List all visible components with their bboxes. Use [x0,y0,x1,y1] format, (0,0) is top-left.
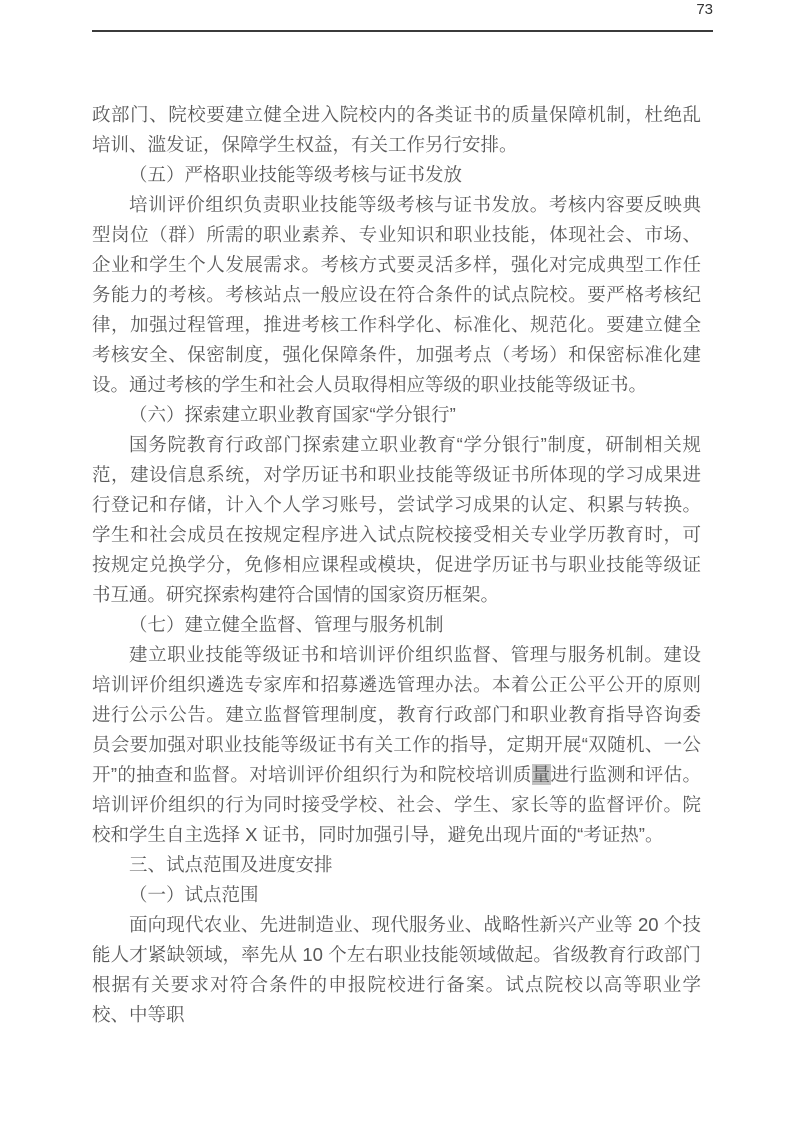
paragraph-certificate-quality: 政部门、院校要建立健全进入院校内的各类证书的质量保障机制，杜绝乱培训、滥发证，保障学生权益，有关工作另行安排。 [92,104,701,155]
paragraph-assessment-issuance: 培训评价组织负责职业技能等级考核与证书发放。考核内容要反映典型岗位（群）所需的职业素养、专业知识和职业技能，体现社会、市场、企业和学生个人发展需求。考核方式要灵活多样，强化对完成典型工作任务能力的考核。考核站点一般应设在符合条件的试点院校。要严格考核纪律，加强过程管理，推进考核工作科学化、标准化、规范化。要建立健全考核安全、保密制度，强化保障条件，加强考点（考场）和保密标准化建设。通过考核的学生和社会人员取得相应等级的职业技能等级证书。 [92,194,701,395]
heading-pilot-scope: （一）试点范围 [129,884,259,905]
heading-chapter-3: 三、试点范围及进度安排 [129,854,333,875]
paragraph-supervision-text-before: 建立职业技能等级证书和培训评价组织监督、管理与服务机制。建设培训评价组织遴选专家库和招募遴选管理办法。本着公正公平公开的原则进行公示公告。建立监督管理制度，教育行政部门和职业教育指导咨询委员会要加强对职业技能等级证书有关工作的指导，定期开展“双随机、一公开”的抽查和监督。对培训评价组织行为和院校培训质 [92,644,701,785]
heading-section-7: （七）建立健全监督、管理与服务机制 [129,614,444,635]
document-body [92,100,701,1030]
heading-section-5: （五）严格职业技能等级考核与证书发放 [129,164,463,185]
page-number: 73 [696,1,713,18]
highlighted-character: 量 [531,764,551,785]
paragraph-supervision-management [92,640,701,850]
paragraph-supervision-text-after: 进行监测和评估。培训评价组织的行为同时接受学校、社会、学生、家长等的监督评价。院校和学生自主选择 X 证书，同时加强引导，避免出现片面的“考证热”。 [92,764,701,845]
paragraph-credit-bank: 国务院教育行政部门探索建立职业教育“学分银行”制度，研制相关规范，建设信息系统，对学历证书和职业技能等级证书所体现的学习成果进行登记和存储，计入个人学习账号，尝试学习成果的认定、积累与转换。学生和社会成员在按规定程序进入试点院校接受相关专业学历教育时，可按规定兑换学分，免修相应课程或模块，促进学历证书与职业技能等级证书互通。研究探索构建符合国情的国家资历框架。 [92,434,701,605]
paragraph-pilot-scope: 面向现代农业、先进制造业、现代服务业、战略性新兴产业等 20 个技能人才紧缺领域，率先从 10 个左右职业技能领域做起。省级教育行政部门根据有关要求对符合条件的申报院校进行备案。试点院校以高等职业学校、中等职 [92,914,701,1025]
heading-section-6: （六）探索建立职业教育国家“学分银行” [129,404,456,425]
header-rule [92,30,713,32]
